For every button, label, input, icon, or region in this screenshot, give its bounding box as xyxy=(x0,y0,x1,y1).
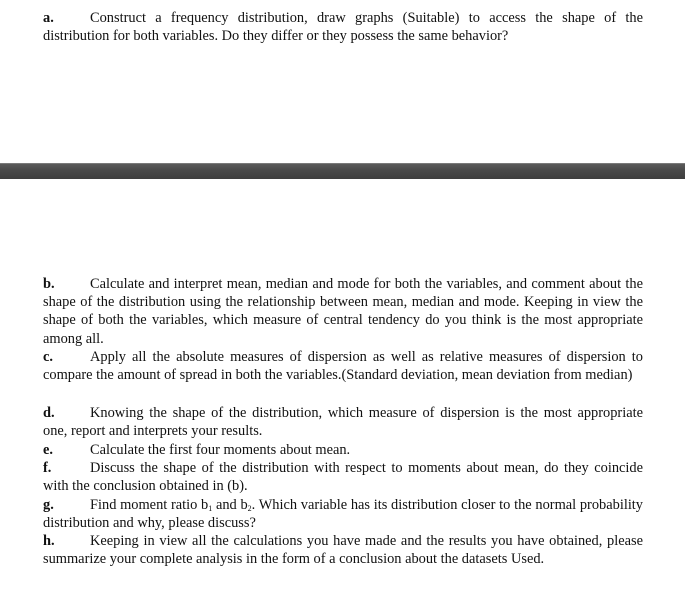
question-g-sub1: 1 xyxy=(208,504,213,513)
question-g-text-before: Find moment ratio b xyxy=(90,497,209,513)
question-c-text: Apply all the absolute measures of dispersion as well as relative measures of dispersion to compare the amount of spread in both the variables.(Standard deviation, mean deviation from median) xyxy=(43,349,643,384)
question-g-text-middle: and b xyxy=(212,497,248,513)
question-c xyxy=(43,348,643,384)
question-b xyxy=(43,275,643,348)
question-h xyxy=(43,532,643,568)
question-a xyxy=(43,9,643,45)
question-a-text: Construct a frequency distribution, draw graphs (Suitable) to access the shape of the distribution for both variables. Do they differ or they possess the same behavior? xyxy=(43,10,643,45)
question-d-label: d. xyxy=(43,405,55,421)
question-f-text: Discuss the shape of the distribution with respect to moments about mean, do they coincide with the conclusion obtained in (b). xyxy=(43,460,643,495)
question-b-label: b. xyxy=(43,276,55,292)
question-a-label: a. xyxy=(43,10,54,26)
question-e-text: Calculate the first four moments about mean. xyxy=(90,442,351,458)
question-e-label: e. xyxy=(43,442,53,458)
question-h-text: Keeping in view all the calculations you have made and the results you have obtained, please summarize your complete analysis in the form of a conclusion about the datasets Used. xyxy=(43,533,643,568)
question-e xyxy=(43,441,643,459)
question-g-label: g. xyxy=(43,497,54,513)
question-g-text-after: . Which variable has its distribution closer to the normal probability distribution and why, please discuss? xyxy=(43,497,644,532)
question-d-text: Knowing the shape of the distribution, which measure of dispersion is the most appropriate one, report and interprets your results. xyxy=(43,405,643,440)
question-d xyxy=(43,404,643,440)
question-f-label: f. xyxy=(43,460,52,476)
section-divider xyxy=(0,163,685,179)
question-c-label: c. xyxy=(43,349,53,365)
question-b-text: Calculate and interpret mean, median and mode for both the variables, and comment about the shape of the distribution using the relationship between mean, median and mode. Keeping in view the shape of both the variables, which measure of central tendency do you think is the most appropriate among all. xyxy=(43,276,643,347)
question-g-sub2: 2 xyxy=(247,504,252,513)
question-f xyxy=(43,459,643,495)
question-g xyxy=(43,496,643,532)
question-h-label: h. xyxy=(43,533,55,549)
